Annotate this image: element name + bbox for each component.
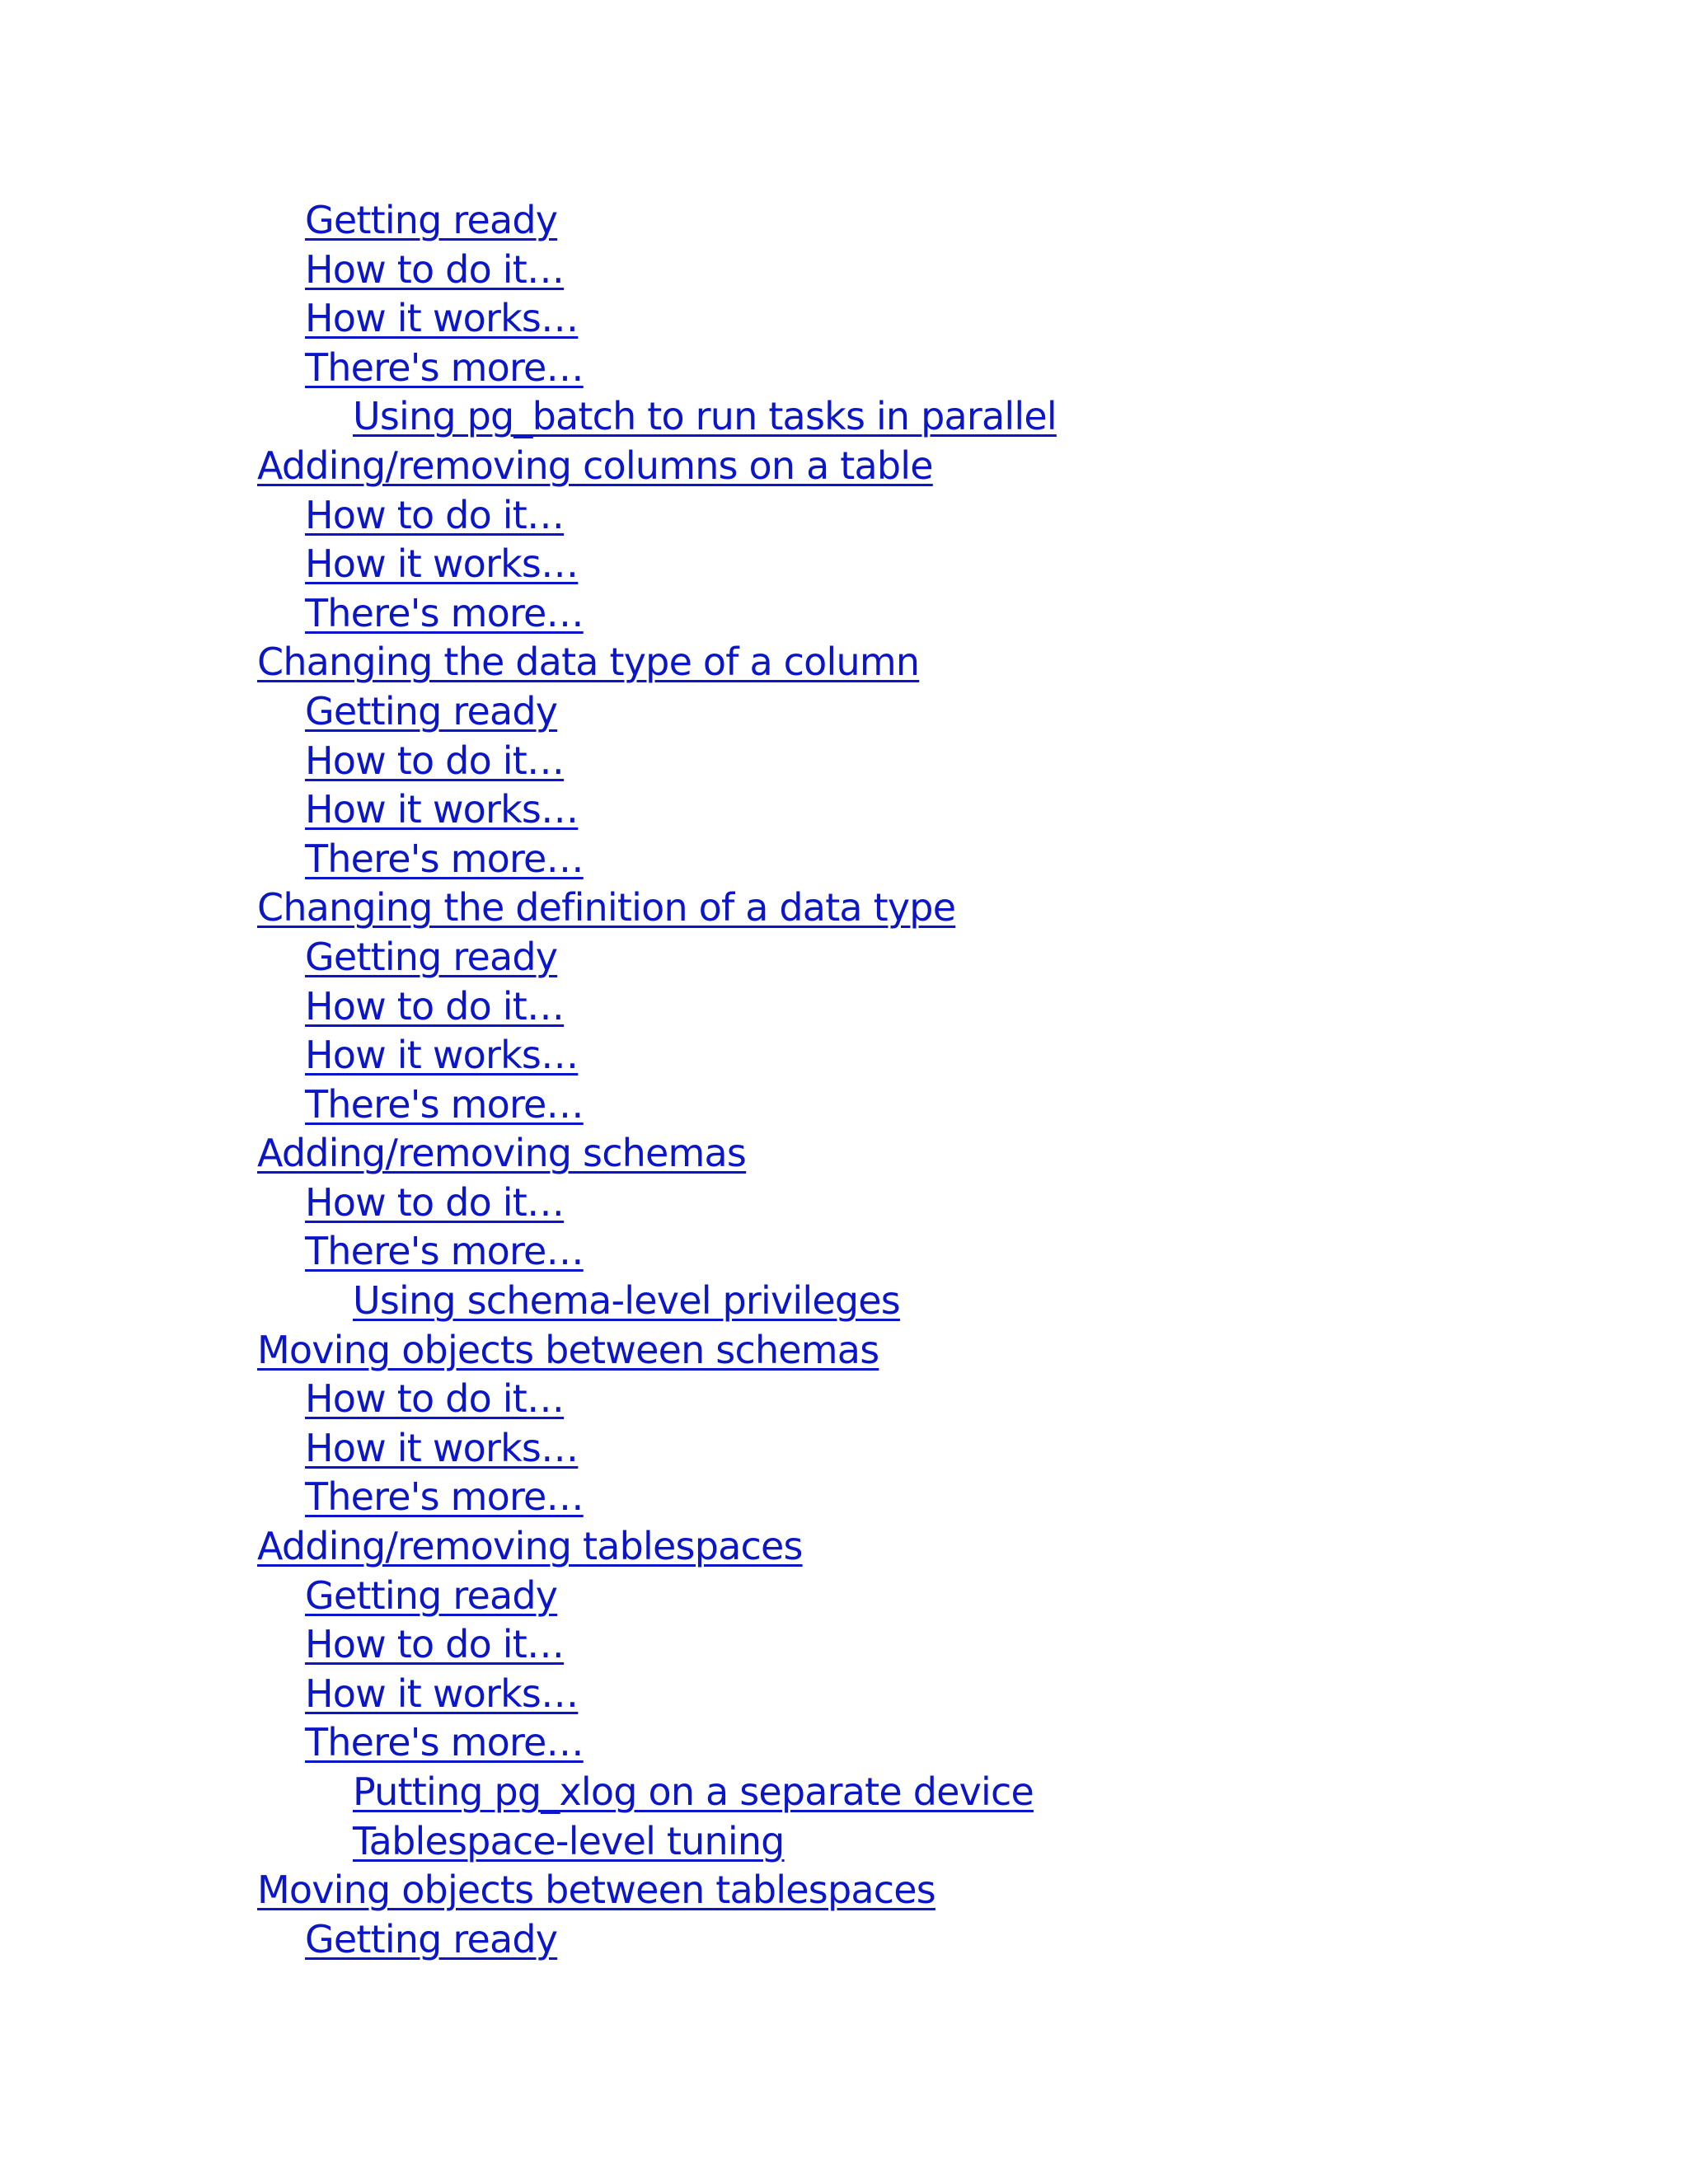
table-of-contents: [257, 196, 1057, 1964]
toc-entry: [257, 196, 1057, 246]
toc-subsubsection-link[interactable]: Using schema-level privileges: [353, 1278, 900, 1324]
toc-entry: [257, 1915, 1057, 1965]
toc-entry: [257, 1473, 1057, 1522]
toc-subsection-link[interactable]: Getting ready: [305, 688, 558, 733]
toc-entry: [257, 1129, 1057, 1179]
toc-subsection-link[interactable]: There's more…: [305, 1720, 584, 1765]
toc-entry: [257, 491, 1057, 541]
toc-entry: [257, 392, 1057, 442]
toc-entry: [257, 246, 1057, 295]
toc-entry: [257, 589, 1057, 639]
toc-entry: [257, 1277, 1057, 1326]
toc-entry: [257, 1227, 1057, 1277]
toc-subsection-link[interactable]: How to do it…: [305, 492, 565, 537]
toc-entry: [257, 638, 1057, 687]
toc-entry: [257, 1031, 1057, 1080]
toc-section-link[interactable]: Adding/removing tablespaces: [257, 1524, 803, 1569]
toc-entry: [257, 1866, 1057, 1915]
toc-entry: [257, 1817, 1057, 1867]
toc-entry: [257, 1522, 1057, 1572]
toc-subsection-link[interactable]: How it works…: [305, 541, 579, 587]
toc-subsubsection-link[interactable]: Putting pg_xlog on a separate device: [353, 1769, 1034, 1814]
toc-entry: [257, 933, 1057, 982]
toc-entry: [257, 785, 1057, 835]
toc-subsection-link[interactable]: How it works…: [305, 1671, 579, 1716]
toc-subsection-link[interactable]: There's more…: [305, 1474, 584, 1520]
toc-section-link[interactable]: Adding/removing schemas: [257, 1131, 747, 1176]
toc-entry: [257, 982, 1057, 1032]
toc-subsubsection-link[interactable]: Tablespace-level tuning: [353, 1818, 785, 1863]
toc-subsection-link[interactable]: There's more…: [305, 1229, 584, 1274]
toc-subsection-link[interactable]: There's more…: [305, 590, 584, 635]
toc-subsection-link[interactable]: Getting ready: [305, 934, 558, 979]
toc-subsection-link[interactable]: How to do it…: [305, 1622, 565, 1667]
toc-subsection-link[interactable]: Getting ready: [305, 1916, 558, 1961]
toc-section-link[interactable]: Adding/removing columns on a table: [257, 443, 933, 488]
toc-subsection-link[interactable]: How to do it…: [305, 983, 565, 1029]
toc-subsubsection-link[interactable]: Using pg_batch to run tasks in parallel: [353, 394, 1057, 439]
toc-entry: [257, 344, 1057, 393]
toc-subsection-link[interactable]: How to do it…: [305, 246, 565, 292]
toc-entry: [257, 442, 1057, 491]
toc-subsection-link[interactable]: There's more…: [305, 344, 584, 390]
toc-entry: [257, 294, 1057, 344]
toc-entry: [257, 1424, 1057, 1474]
toc-subsection-link[interactable]: Getting ready: [305, 1572, 558, 1618]
toc-section-link[interactable]: Moving objects between tablespaces: [257, 1868, 935, 1913]
toc-entry: [257, 687, 1057, 737]
toc-entry: [257, 540, 1057, 589]
toc-subsection-link[interactable]: There's more…: [305, 1081, 584, 1127]
toc-section-link[interactable]: Moving objects between schemas: [257, 1327, 879, 1372]
toc-entry: [257, 1080, 1057, 1130]
toc-entry: [257, 1768, 1057, 1817]
toc-entry: [257, 1375, 1057, 1424]
toc-subsection-link[interactable]: Getting ready: [305, 198, 558, 242]
toc-entry: [257, 1572, 1057, 1621]
toc-entry: [257, 1718, 1057, 1768]
toc-entry: [257, 1179, 1057, 1228]
toc-subsection-link[interactable]: How it works…: [305, 296, 579, 341]
toc-entry: [257, 1620, 1057, 1670]
toc-section-link[interactable]: Changing the data type of a column: [257, 640, 920, 685]
toc-subsection-link[interactable]: How it works…: [305, 1425, 579, 1470]
toc-entry: [257, 1670, 1057, 1719]
toc-subsection-link[interactable]: How to do it…: [305, 738, 565, 783]
toc-entry: [257, 835, 1057, 884]
toc-entry: [257, 1326, 1057, 1376]
toc-entry: [257, 737, 1057, 786]
toc-subsection-link[interactable]: How it works…: [305, 787, 579, 832]
toc-subsection-link[interactable]: How to do it…: [305, 1179, 565, 1225]
toc-subsection-link[interactable]: How it works…: [305, 1033, 579, 1078]
toc-section-link[interactable]: Changing the definition of a data type: [257, 885, 956, 930]
toc-entry: [257, 883, 1057, 933]
toc-subsection-link[interactable]: There's more…: [305, 836, 584, 881]
toc-subsection-link[interactable]: How to do it…: [305, 1376, 565, 1422]
